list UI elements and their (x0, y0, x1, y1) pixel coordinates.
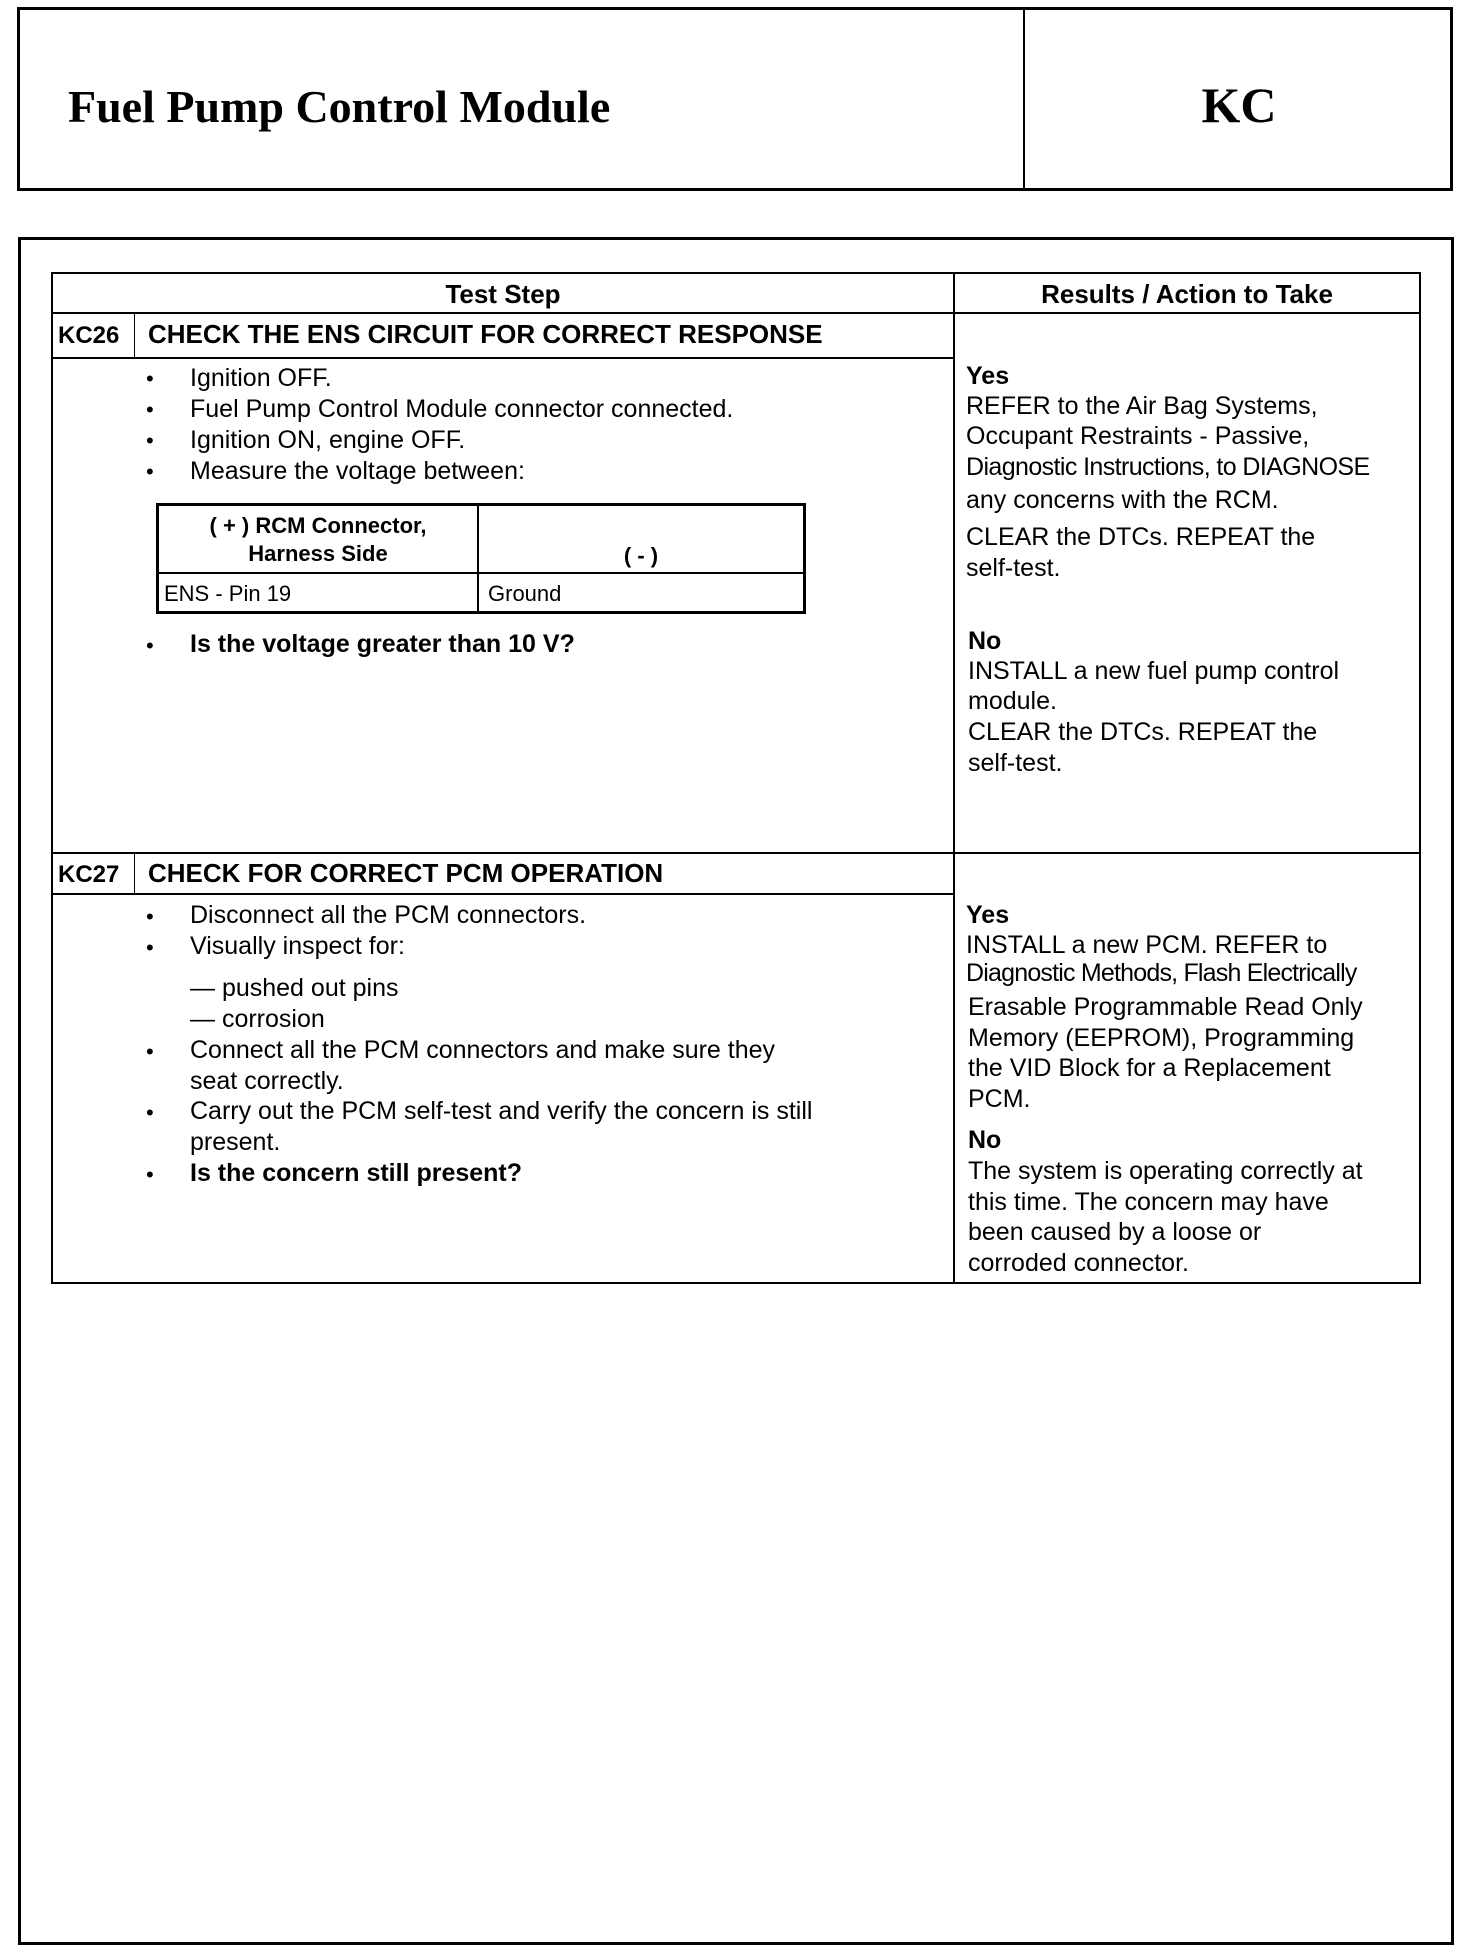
mt-header-divider (156, 572, 806, 574)
step-heading-divider (51, 357, 955, 359)
mt-cell: Ground (488, 581, 562, 606)
result-yes-line: INSTALL a new PCM. REFER to (966, 931, 1328, 959)
table-border-bottom (51, 1282, 1421, 1284)
mt-header-positive-sub: Harness Side (248, 541, 388, 566)
step-heading-divider (51, 893, 955, 895)
mt-border-top (157, 503, 805, 506)
bullet-icon: • (146, 397, 154, 422)
inspect-sub-item: — pushed out pins (190, 974, 399, 1002)
result-yes-line: Occupant Restraints - Passive, (966, 422, 1310, 450)
instruction-item: Fuel Pump Control Module connector connected. (190, 395, 734, 423)
step-title: CHECK FOR CORRECT PCM OPERATION (148, 858, 664, 888)
result-no-label: No (968, 1126, 1002, 1154)
page-header (17, 7, 1453, 191)
section-code: KC (1201, 77, 1277, 133)
table-border-left (51, 272, 53, 1284)
result-no-line: corroded connector. (968, 1249, 1189, 1277)
mt-border-right (803, 503, 806, 614)
result-no-line: this time. The concern may have (968, 1188, 1329, 1216)
bullet-icon: • (146, 1100, 154, 1125)
bullet-icon: • (146, 1039, 154, 1064)
mt-cell: ENS - Pin 19 (164, 581, 292, 606)
result-yes-line: REFER to the Air Bag Systems, (966, 392, 1318, 420)
column-header-results: Results / Action to Take (1041, 279, 1333, 309)
step-code-divider (134, 853, 135, 894)
result-no-line: module. (968, 687, 1057, 715)
instruction-item: Connect all the PCM connectors and make sure they (190, 1036, 776, 1064)
table-border-top (51, 272, 1421, 274)
page-title: Fuel Pump Control Module (68, 81, 611, 132)
inspect-sub-item: — corrosion (190, 1005, 325, 1033)
result-yes-line: PCM. (968, 1085, 1031, 1113)
result-yes-line: Diagnostic Methods, Flash Electrically (966, 959, 1357, 987)
bullet-icon: • (146, 366, 154, 391)
result-yes-label: Yes (966, 901, 1010, 929)
result-no-label: No (968, 627, 1002, 655)
mt-header-negative: ( - ) (623, 543, 659, 568)
instruction-item: Carry out the PCM self-test and verify the concern is still (190, 1097, 813, 1125)
header-row-divider (51, 312, 1421, 314)
result-no-line: The system is operating correctly at (968, 1157, 1363, 1185)
result-yes-line: Memory (EEPROM), Programming (968, 1024, 1355, 1052)
result-yes-line: CLEAR the DTCs. REPEAT the (966, 523, 1316, 551)
step-question: Is the voltage greater than 10 V? (190, 630, 575, 658)
mt-header-positive: ( + ) RCM Connector, (209, 513, 427, 538)
instruction-item: Disconnect all the PCM connectors. (190, 901, 587, 929)
result-no-line: INSTALL a new fuel pump control (968, 657, 1340, 685)
step-title: CHECK THE ENS CIRCUIT FOR CORRECT RESPONSE (148, 319, 823, 349)
bullet-icon: • (146, 633, 154, 658)
result-yes-line: Erasable Programmable Read Only (968, 993, 1363, 1021)
result-yes-line: any concerns with the RCM. (966, 486, 1279, 514)
step-code: KC26 (58, 322, 120, 349)
result-yes-line: self-test. (966, 554, 1061, 582)
step-question: Is the concern still present? (190, 1159, 523, 1187)
result-yes-label: Yes (966, 362, 1010, 390)
bullet-icon: • (146, 459, 154, 484)
instruction-item: Ignition OFF. (190, 364, 332, 392)
bullet-icon: • (146, 1162, 154, 1187)
table-border-right (1419, 272, 1421, 1284)
mt-border-bottom (156, 611, 806, 614)
result-no-line: been caused by a loose or (968, 1218, 1262, 1246)
bullet-icon: • (146, 904, 154, 929)
bullet-icon: • (146, 935, 154, 960)
instruction-item: Ignition ON, engine OFF. (190, 426, 466, 454)
column-divider (953, 272, 955, 1284)
instruction-item-cont: seat correctly. (190, 1067, 344, 1095)
step-code-divider (134, 312, 135, 358)
result-no-line: CLEAR the DTCs. REPEAT the (968, 718, 1318, 746)
step-code: KC27 (58, 861, 120, 888)
result-no-line: self-test. (968, 749, 1063, 777)
instruction-item: Visually inspect for: (190, 932, 405, 960)
instruction-item-cont: present. (190, 1128, 281, 1156)
result-yes-line: Diagnostic Instructions, to DIAGNOSE (966, 453, 1370, 481)
step-row-divider (51, 852, 1421, 854)
bullet-icon: • (146, 428, 154, 453)
instruction-item: Measure the voltage between: (190, 457, 525, 485)
column-header-test-step: Test Step (445, 279, 561, 309)
result-yes-line: the VID Block for a Replacement (968, 1054, 1331, 1082)
